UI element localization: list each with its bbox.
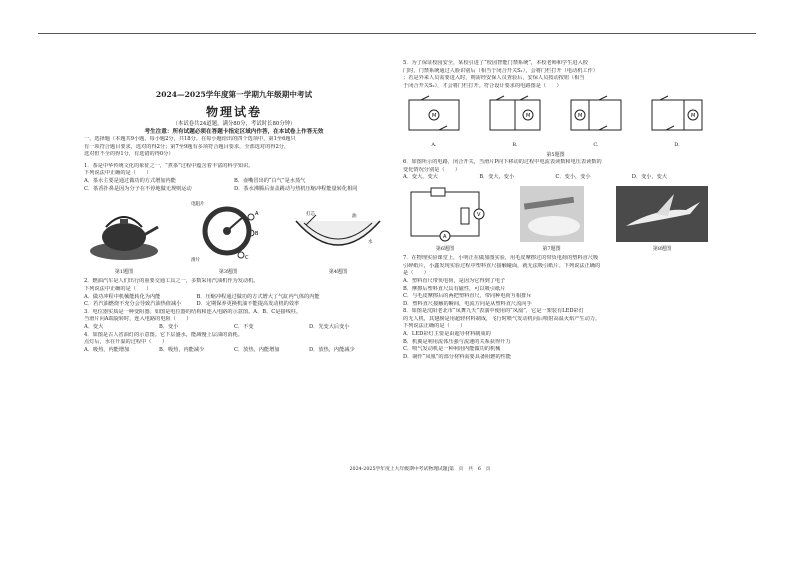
q5-line2: 门时，门禁系统通过人脸识别后（相当于闭合开关S₁），会将门栏打开（电动机工作）	[403, 67, 598, 74]
q2-option-a: A．做功冲程中机械能转化为内能	[84, 293, 161, 300]
fig3-caption: 第3题图	[218, 268, 238, 275]
fig7-caption: 第7题图	[542, 245, 561, 252]
q7-option-c: C．与毛皮摩擦后的两把塑料直尺，带同种电荷互相排斥	[403, 293, 532, 300]
exam-title: 2024—2025学年度第一学期九年级期中考试	[155, 90, 313, 99]
q8-option-d: D．制作“凤凰”的部分材料需要具备阻燃的性能	[403, 353, 512, 360]
left-figure-row	[84, 197, 384, 276]
q4-option-a: A．吸热，内能增加	[84, 346, 130, 353]
svg-text:M: M	[578, 113, 583, 120]
q5-line1: 5．为了保证校园安全，某校引进了“校园智能门禁系统”，本校老师和学生进入校	[403, 60, 588, 66]
q2-option-c: C．若汽油燃烧不充分会导致汽油热值减小	[84, 301, 182, 308]
q1-options-row1	[84, 178, 384, 186]
q8-line3: 下列说法正确的是（ ）	[403, 323, 466, 330]
exam-info: （本试卷共24道题，满分80分，考试时长80分钟）	[172, 121, 296, 127]
q3-option-c: C．不变	[234, 323, 254, 330]
q3-option-d: D．先变大后变小	[309, 323, 350, 330]
figure-4	[292, 209, 384, 276]
q3-option-b: B．变小	[159, 323, 179, 330]
q6-line2: 变化情况分别是（ ）	[403, 166, 461, 173]
fig1-caption: 第1题图	[114, 268, 134, 275]
q8-line2: 的无人机，其翅膀是用超轻材料制成，飞行时喷气发动机向后喷射高温火焰产生动力。	[403, 315, 601, 322]
q6-option-a: A．变大，变大	[403, 174, 438, 181]
q5-circuits	[403, 94, 708, 149]
q3-line1: 3．电位器实质是一种变阻器。如图是电位器的结构和连入电路的示意图。A、B、C是接线柱。	[84, 308, 302, 315]
circuit-b-label: B.	[512, 141, 518, 148]
q7-line2: 引碎纸片，小鑫发现实验过程中塑料直尺接触碰面，就无法吸引纸片。下列说法正确的	[403, 262, 601, 269]
label-slider: 滑片	[191, 258, 200, 264]
section1-line3: 选对但不全的得1分，有选错的得0分）	[84, 151, 174, 158]
section1-line2: 有一项符合题目要求，选对的得2分；第7至9题有多项符合题目要求，全部选对的得2分，	[84, 143, 290, 150]
right-figure-row	[403, 186, 708, 253]
q8-option-b: B．机翼是利用流体压强与流速的关系获得升力	[403, 338, 511, 345]
q3-option-a: A．变大	[84, 323, 104, 330]
q1-option-b: B．壶嘴冒出的“白气”是水蒸气	[234, 177, 306, 184]
phoenix-photo	[616, 186, 708, 242]
left-column	[84, 60, 384, 354]
q7-option-a: A．塑料直尺带负电荷，是因为它得到了电子	[403, 277, 506, 284]
q6-option-c: C．变小，变小	[555, 174, 591, 181]
svg-text:M: M	[691, 113, 696, 120]
q3-line2: 当滑片向A端旋转时，连入电路的电阻（ ）	[84, 316, 192, 323]
circuit-b	[484, 94, 546, 149]
top-rule	[38, 33, 756, 34]
q5-caption: 第5题图	[546, 151, 565, 158]
svg-text:M: M	[526, 113, 531, 120]
q5-line4: 于闭合开关S₂），才会将门栏打开。符合设计要求的电路图是（ ）	[403, 82, 562, 89]
label-water: 水	[368, 240, 373, 246]
label-oil: 油	[352, 214, 357, 220]
q4-option-d: D．放热，内能减少	[309, 346, 355, 353]
circuit-a-label: A.	[431, 141, 437, 148]
figure-7	[520, 186, 584, 253]
q3-options	[84, 324, 384, 332]
q1-option-c: C．茶香扑鼻是因为分子在不停地做无规则运动	[84, 185, 192, 192]
svg-text:C: C	[245, 255, 249, 262]
svg-text:A: A	[443, 233, 447, 240]
q2-line1: 2．燃油汽车是人们出行的重要交通工具之一，多数采用汽油机作为发动机。	[84, 278, 259, 285]
circuit-c-label: C.	[593, 141, 599, 148]
right-column	[403, 60, 708, 361]
ruler-photo	[520, 186, 584, 242]
label-resistor: 电阻片	[191, 202, 205, 208]
exam-notice: 考生注意：所有试题必须在答题卡指定区域内作答，在本试卷上作答无效	[144, 129, 324, 135]
figure-6	[403, 186, 487, 253]
q2-option-d: D．定期保养更换机油不能提高发动机的效率	[196, 301, 300, 308]
figure-1	[84, 203, 164, 276]
potentiometer-figure	[189, 197, 267, 265]
teapot-figure	[84, 203, 164, 265]
q1-option-a: A．茶水主要是通过做功的方式增加内能	[84, 177, 176, 184]
q8-option-c: C．喷气发动机是一种利用内能做功的机械	[403, 346, 501, 353]
svg-text:A: A	[255, 211, 259, 218]
q2-options-row1	[84, 294, 384, 302]
q2-line2: 下列说法中正确的是（ ）	[84, 285, 152, 292]
q4-line1: 4．如图是古人省油灯的示意图。它下层盛水，能减慢上层油的消耗。	[84, 331, 243, 338]
circuit-d-label: D.	[674, 141, 680, 148]
circuit-a	[403, 94, 465, 149]
q4-option-c: C．放热，内能增加	[234, 346, 280, 353]
rheostat-circuit	[403, 186, 487, 242]
oil-lamp-figure	[292, 209, 384, 265]
q7-option-b: B．摩擦后塑料直尺具有磁性，可以吸引纸片	[403, 285, 506, 292]
q4-options	[84, 347, 384, 355]
q1-line2: 下列说法中正确的是（ ）	[84, 170, 152, 177]
label-wick: 打芯	[306, 212, 315, 218]
q7-line3: 是（ ）	[403, 270, 429, 277]
subject-title: 物理试卷	[205, 105, 262, 119]
q1-option-d: D．茶水沸腾后壶盖跳动与热机压缩冲程能量转化相同	[234, 185, 358, 192]
q7-option-d: D．塑料直尺接触的瞬间，电流方向是从塑料直尺流向手	[403, 300, 532, 307]
q6-option-b: B．变大，变小	[479, 174, 515, 181]
q4-option-b: B．吸热，内能减少	[159, 346, 205, 353]
circuit-d	[646, 94, 708, 149]
q8-option-a: A．LED彩灯主要是由超导材料制成的	[403, 331, 491, 338]
q6-options	[403, 174, 708, 182]
q1-options-row2	[84, 186, 384, 194]
section1-line1: 一、选择题（本题共9小题，每小题2分，共18分。在每小题给出的四个选项中，第1至6题只	[84, 136, 296, 142]
svg-text:M: M	[432, 113, 437, 120]
q5-line3: ；若是外来人员需要进入时，则需经安保人员查验后，安保人员按动按钮（相当	[403, 75, 585, 82]
circuit-c	[565, 94, 627, 149]
fig4-caption: 第4题图	[328, 268, 348, 275]
page-footer: 2024-2025学年度上九年级期中考试物理试题|第 页 共 6 页	[349, 467, 491, 472]
q6-line1: 6．如图所示的电路，闭合开关，当滑片P向下移动的过程中电流表读数和电压表读数的	[403, 159, 602, 166]
figure-8	[616, 186, 708, 253]
q2-options-row2	[84, 301, 384, 309]
fig6-caption: 第6题图	[435, 245, 455, 252]
q6-option-d: D．变小，变大	[631, 174, 668, 181]
q4-line2: 点灯后，水在升温的过程中（ ）	[84, 339, 168, 346]
q7-line1: 7．在物理实验课堂上，小明正在做加图实验，用毛皮摩擦过的带负电荷的塑料直尺吸	[403, 255, 599, 262]
q8-line1: 8．如图是沈阳老北市“凤舞九天”表演中使用的“凤凰”，它是一架装有LED彩灯	[403, 308, 584, 315]
q2-option-b: B．压缩冲程通过做功的方式增大了气缸内气体的内能	[196, 293, 320, 300]
fig8-caption: 第8题图	[652, 245, 672, 252]
figure-3	[189, 197, 267, 276]
svg-text:B: B	[255, 231, 259, 238]
svg-text:V: V	[477, 211, 481, 218]
q1-line1: 1．茶是中华传统文化的象征之一，“煮茶”过程中蕴含着丰富的科学知识。	[84, 162, 254, 169]
